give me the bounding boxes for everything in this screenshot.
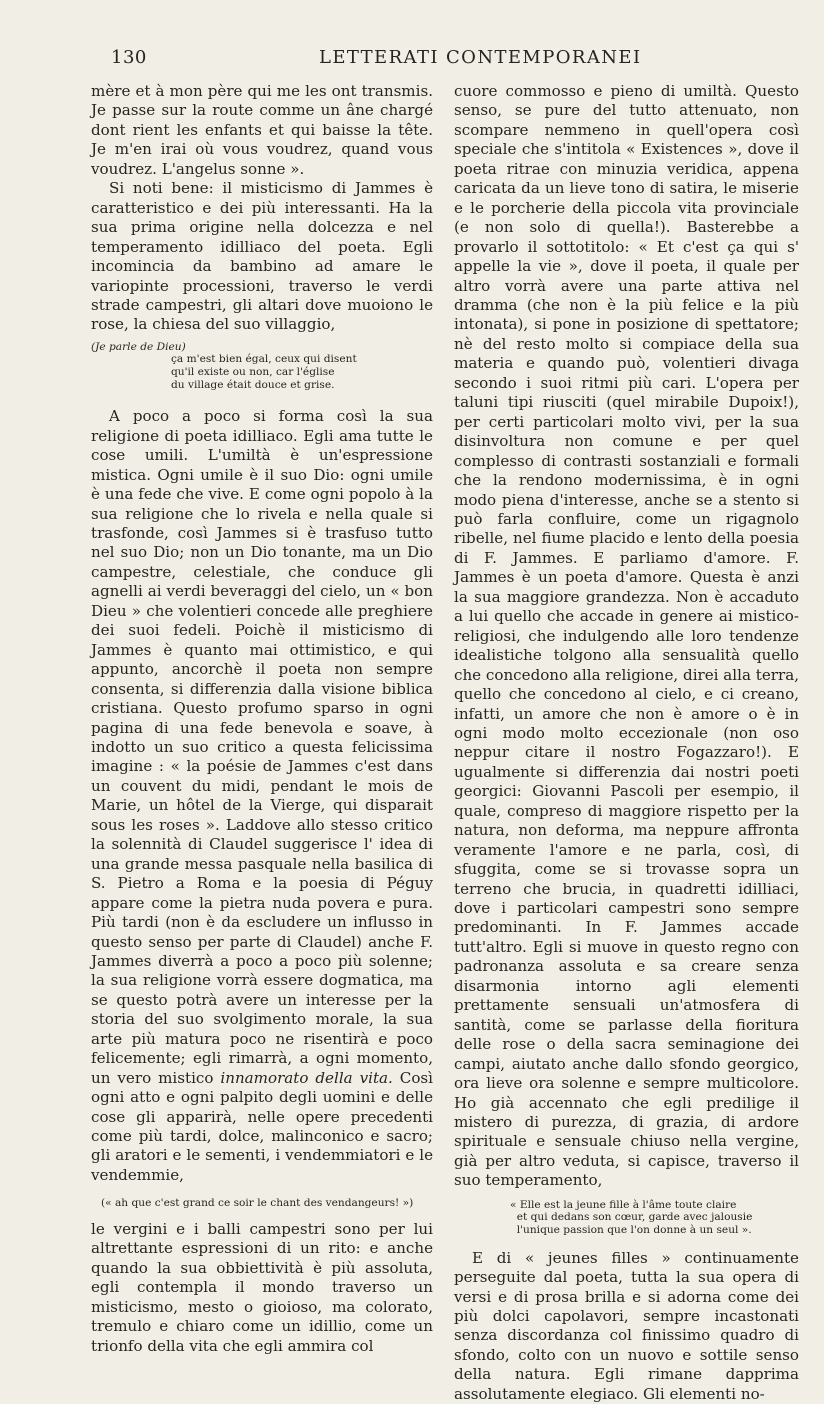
verse-quote: « Elle est la jeune fille à l'âme toute claire et qui dedans son cœur, garde avec jalousie l'unique passion que l'on donne à un seul ».: [510, 1198, 753, 1237]
page-number: 130: [111, 47, 147, 68]
italic-phrase: innamorato della vita.: [220, 1068, 393, 1087]
paragraph-text: A poco a poco si forma così la sua religione di poeta idilliaco. Egli ama tutte le cose umili. L'umiltà è un'espressione mistica. Ogni umile è il suo Dio: ogni umile è una fede che vive. E come ogni popolo à la sua religione che lo rivela e nella quale si trasfonde, così Jammes si è trasfuso tutto nel suo Dio; non un Dio tonante, ma un Dio campestre, celestiale, che conduce gli agnelli ai verdi beveraggi del cielo, un « bon Dieu » che volentieri concede alle preghiere dei suoi fedeli. Poichè il misticismo di Jammes è quanto mai ottimistico, e qui appunto, ancorchè il poeta non sempre consenta, si differenzia dalla visione biblica cristiana. Questo profumo sparso in ogni pagina di una fede benevola e soave, à indotto un suo critico a questa felicissima imagine : « la poésie de Jammes c'est dans un couvent du midi, pendant le mois de Marie, un hôtel de la Vierge, qui disparait sous les roses ». Laddove allo stesso critico la solennità di Claudel suggerisce l' idea di una grande messa pasquale nella basilica di S. Pietro a Roma e la poesia di Péguy appare come la pietra nuda povera e pura. Più tardi (non è da escludere un influsso in questo senso per parte di Claudel) anche F. Jammes diverrà a poco a poco più solenne; la sua religione vorrà essere dogmatica, ma se questo potrà avere un interesse per la storia del suo svolgimento morale, la sua arte più matura poco ne risentirà e poco felicemente; egli rimarrà, a ogni momento, un vero mistico: [91, 407, 433, 1087]
verse-citation: (Je parle de Dieu): [91, 340, 186, 353]
paragraph: mère et à mon père qui me les ont transmis. Je passe sur la route comme un âne chargé dont rient les enfants et qui baisse la tête. Je m'en irai où vous voudrez, quand vous voudrez. L'angelus sonne ».: [91, 82, 433, 178]
running-head: LETTERATI CONTEMPORANEI: [319, 47, 642, 68]
left-column: [91, 82, 433, 1356]
paragraph: Si noti bene: il misticismo di Jammes è caratteristico e dei più interessanti. Ha la sua prima origine nella dolcezza e nel temperamento idilliaco del poeta. Egli incomincia da bambino ad amare le variopinte processioni, traverso le verdi strade campestri, gli altari dove muoiono le rose, la chiesa del suo villaggio,: [91, 179, 433, 334]
verse-quote: [91, 341, 433, 391]
paragraph: E di « jeunes filles » continuamente perseguite dal poeta, tutta la sua opera di versi e di prosa brilla e si adorna come dei più dolci capolavori, sempre incastonati senza discordanza col finissimo quadro di sfondo, colto con un nuovo e sottile senso della natura. Egli rimane dapprima assolutamente elegiaco. Gli elementi no-: [454, 1248, 799, 1403]
paragraph: [91, 407, 433, 1185]
paragraph: le vergini e i balli campestri sono per lui altrettante espressioni di un rito: e anche quando la sua obbiettività è più assoluta, egli contempla il mondo traverso un misticismo, mesto o gioioso, ma colorato, tremulo e chiaro come un idillio, come un trionfo della vita che egli ammira col: [91, 1219, 433, 1355]
verse-lines: ça m'est bien égal, ceux qui disent qu'il existe ou non, car l'église du village était douce et grise.: [171, 353, 357, 391]
paragraph-text: Così ogni atto e ogni palpito degli uomini e delle cose gli apparirà, nelle opere precedenti come più tardi, dolce, malinconico e sacro; gli aratori e le sementi, i vendemmiatori e le vendemmie,: [91, 1068, 433, 1184]
paragraph: cuore commosso e pieno di umiltà. Questo senso, se pure del tutto attenuato, non scompare nemmeno in quell'opera così speciale che s'intitola « Existences », dove il poeta ritrae con minuzia veridica, appena caricata da un lieve tono di satira, le miserie e le porcherie della piccola vita provinciale (e non solo di quella!). Basterebbe a provarlo il sottotitolo: « Et c'est ça qui s' appelle la vie », dove il poeta, il quale per altro vorrà avere una parte attiva nel dramma (che non è la più felice e la più intonata), si pone in posizione di spettatore; nè del resto molto si compiace della sua materia e quando può, volentieri divaga secondo i suoi ritmi più cari. L'opera per taluni tipi riusciti (quel mirabile Dupoix!), per certi particolari molto vivi, per la sua disinvoltura non comune e per quel complesso di contrasti sostanziali e formali che la rendono modernissima, è in ogni modo piena d'interesse, anche se a stento si può farla confluire, come un rigagnolo ribelle, nel fiume placido e lento della poesia di F. Jammes. E parliamo d'amore. F. Jammes è un poeta d'amore. Questa è anzi la sua maggiore grandezza. Non è accaduto a lui quello che accade in genere ai mistico-religiosi, che indulgendo alle loro tendenze idealistiche tolgono alla sensualità quello che concedono alla religione, direi alla terra, quello che concedono al cielo, e ci creano, infatti, un amore che non è amore o è in ogni modo molto eccezionale (non oso neppur citare il nostro Fogazzaro!). E ugualmente si differenzia dai nostri poeti georgici: Giovanni Pascoli per esempio, il quale, compreso di maggiore rispetto per la natura, non deforma, ma neppure affronta veramente l'amore e ne parla, così, di sfuggita, come se si trovasse sopra un terreno che brucia, in quadretti idilliaci, dove i particolari campestri sono sempre predominanti. In F. Jammes accade tutt'altro. Egli si muove in questo regno con padronanza assoluta e sa creare senza disarmonia intorno agli elementi prettamente sensuali un'atmosfera di santità, come se parlasse della fioritura delle rose o della sacra seminagione dei campi, aiutato anche dallo sfondo georgico, ora lieve ora solenne e sempre multicolore. Ho già accennato che egli predilige il mistero di purezza, di grazia, di ardore spirituale e sensuale chiuso nella vergine, già per altro veduta, si capisce, traverso il suo temperamento,: [454, 82, 799, 1190]
right-column: [454, 82, 799, 1404]
verse-quote: (« ah que c'est grand ce soir le chant des vendangeurs! »): [101, 1197, 414, 1210]
